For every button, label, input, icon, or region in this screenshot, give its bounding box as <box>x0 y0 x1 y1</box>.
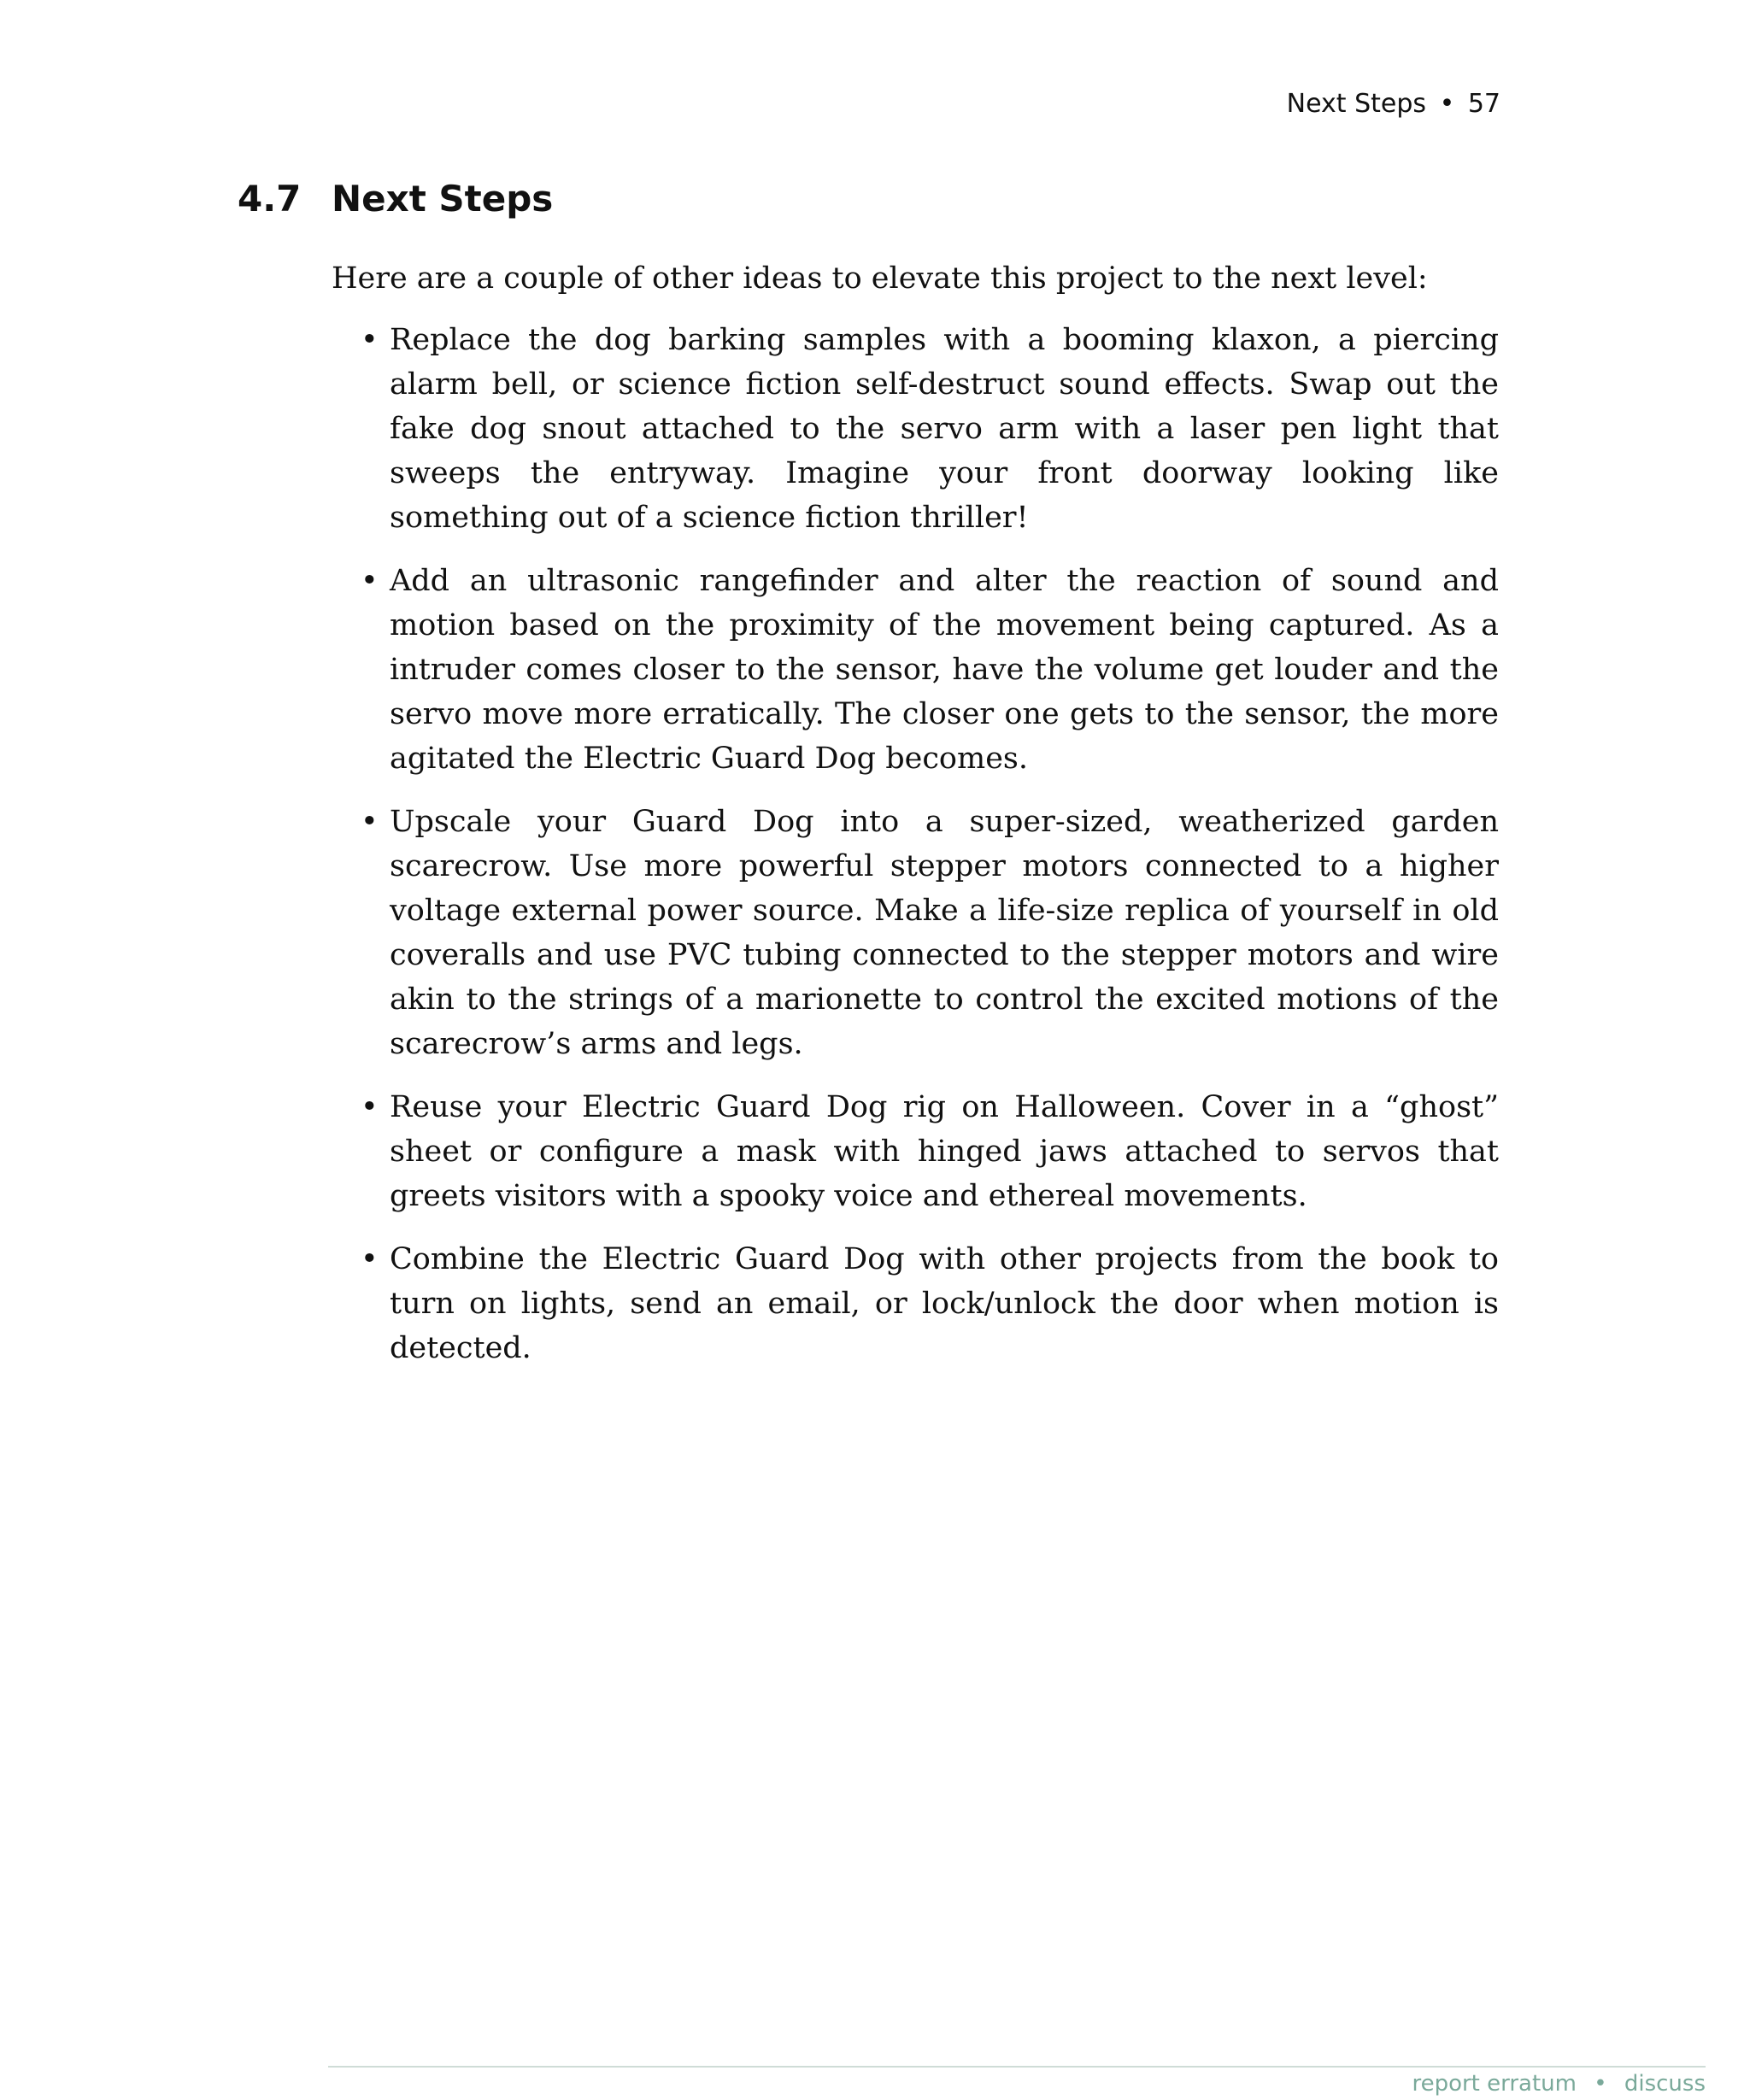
footer-separator: • <box>1594 2071 1607 2097</box>
intro-paragraph: Here are a couple of other ideas to elevate this project to the next level: <box>332 261 1428 296</box>
section-number: 4.7 <box>238 178 302 220</box>
page-number: 57 <box>1467 89 1500 119</box>
list-item-text: Reuse your Electric Guard Dog rig on Halloween. Cover in a “ghost” sheet or configure a mask with hinged jaws attached to servos that greets visitors with a spooky voice and ethereal movements. <box>390 1090 1499 1213</box>
running-head <box>1287 89 1500 119</box>
list-item-text: Replace the dog barking samples with a booming klaxon, a piercing alarm bell, or science fiction self-destruct sound effects. Swap out the fake dog snout attached to the servo arm with a laser pen light that sweeps the entryway. Imagine your front doorway looking like something out of a science fiction thriller! <box>390 323 1499 535</box>
report-erratum-link[interactable]: report erratum <box>1412 2071 1577 2097</box>
list-item-text: Add an ultrasonic rangefinder and alter the reaction of sound and motion based on the proximity of the movement being captured. As a intruder comes closer to the sensor, have the volume get louder and the servo move more erratically. The closer one gets to the sensor, the more agitated the Electric Guard Dog becomes. <box>390 564 1499 776</box>
list-item-text: Upscale your Guard Dog into a super-sized, weatherized garden scarecrow. Use more powerful stepper motors connected to a higher voltage external power source. Make a life-size replica of yourself in old coveralls and use PVC tubing connected to the stepper motors and wire akin to the strings of a marionette to control the excited motions of the scarecrow’s arms and legs. <box>390 805 1499 1061</box>
bullet-marker: • <box>361 1242 379 1276</box>
running-head-separator: • <box>1439 89 1455 119</box>
list-item <box>332 318 1499 540</box>
ideas-list <box>332 318 1499 1370</box>
bullet-marker: • <box>361 805 379 839</box>
list-item <box>332 1085 1499 1218</box>
bullet-marker: • <box>361 564 379 598</box>
list-item <box>332 800 1499 1066</box>
list-item <box>332 559 1499 781</box>
running-head-title: Next Steps <box>1286 89 1427 119</box>
list-item-text: Combine the Electric Guard Dog with other projects from the book to turn on lights, send an email, or lock/unlock the door when motion is detected. <box>390 1242 1499 1365</box>
bullet-marker: • <box>361 1090 379 1124</box>
section-heading <box>238 178 553 220</box>
section-body <box>332 256 1499 1389</box>
list-item <box>332 1237 1499 1370</box>
bullet-marker: • <box>361 323 379 357</box>
section-title: Next Steps <box>332 178 554 220</box>
discuss-link[interactable]: discuss <box>1624 2071 1706 2097</box>
footer-links <box>1412 2071 1706 2097</box>
footer-divider <box>328 2066 1706 2068</box>
